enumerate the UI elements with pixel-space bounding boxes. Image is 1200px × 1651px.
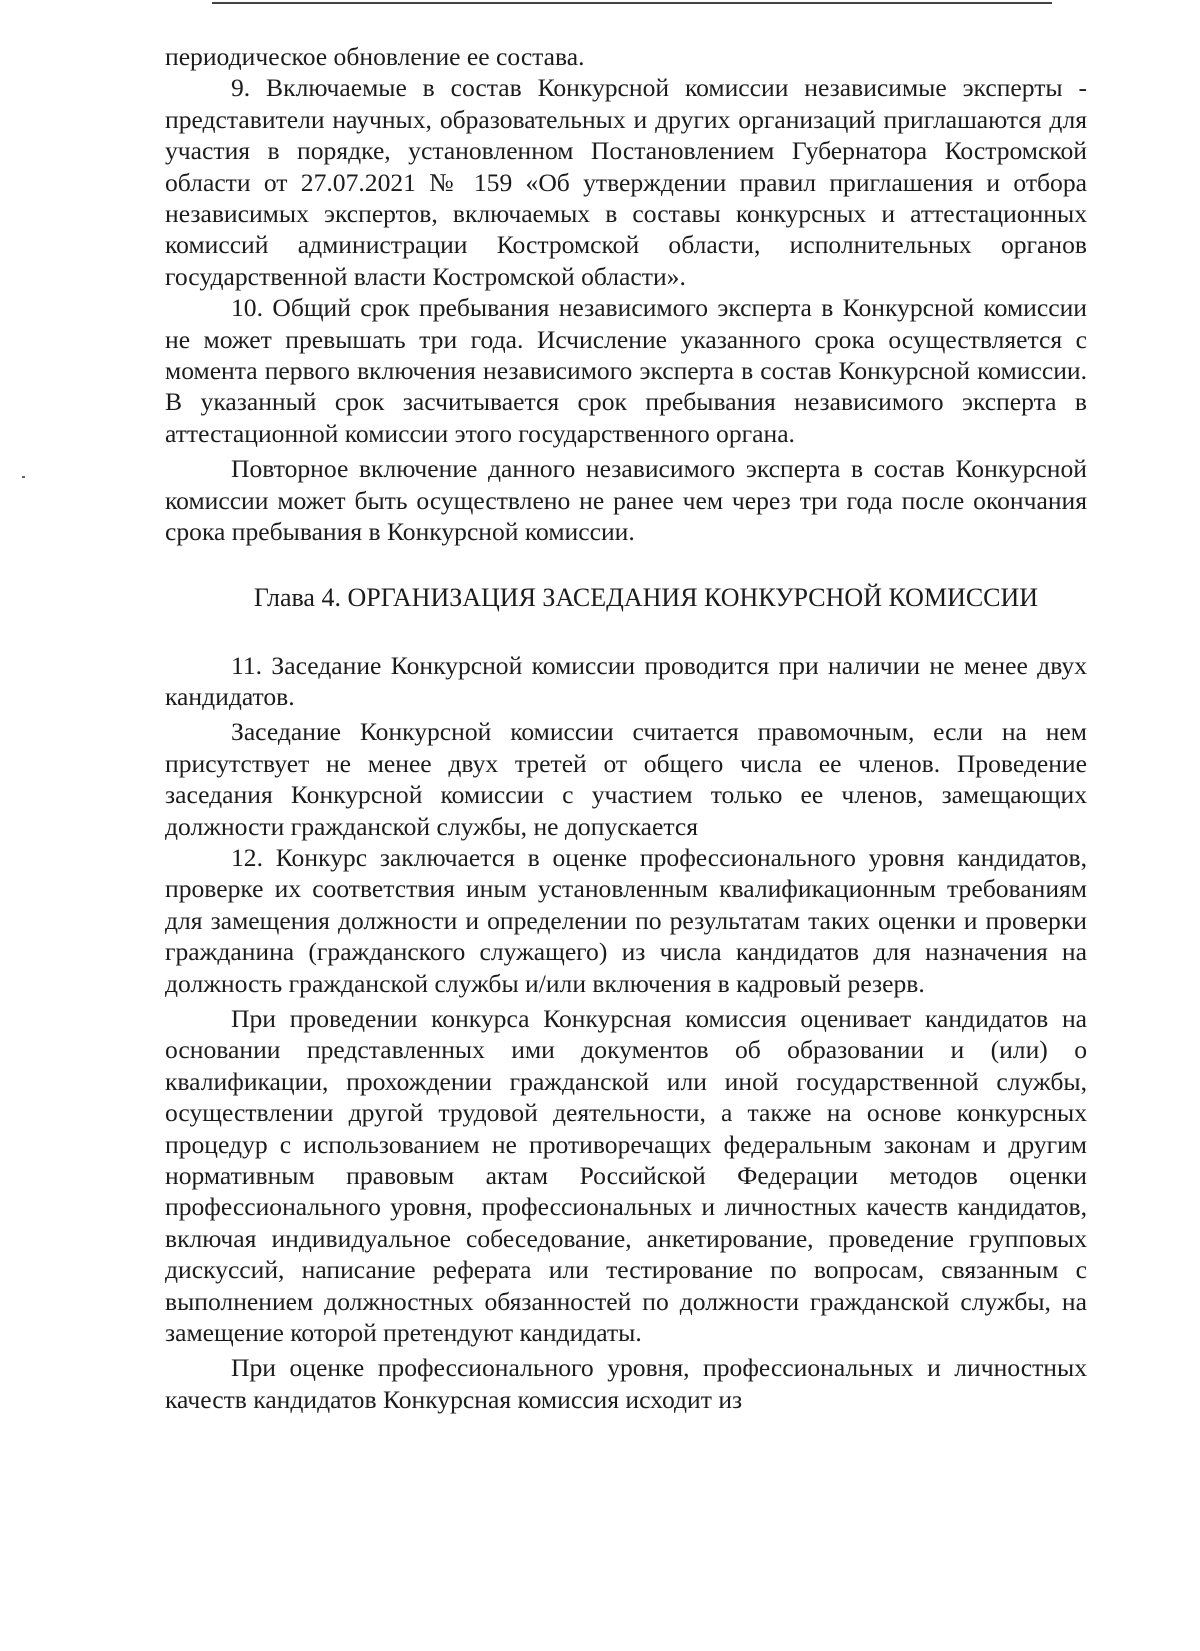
paragraph-quorum: Заседание Конкурсной комиссии считается правомочным, если на нем присутствует не менее двух третей от общего числа ее членов. Проведение заседания Конкурсной комиссии с участием только ее членов, замещающих должности гражданской службы, не допускается	[165, 717, 1087, 841]
top-border-line	[212, 2, 1052, 4]
paragraph-item-9: 9. Включаемые в состав Конкурсной комиссии независимые эксперты - представители научных, образовательных и других организаций приглашаются для участия в порядке, установленном Постановлением Губернатора Костромской области от 27.07.2021 № 159 «Об утверждении правил приглашения и отбора независимых экспертов, включаемых в составы конкурсных и аттестационных комиссий администрации Костромской области, исполнительных органов государственной власти Костромской области».	[165, 73, 1087, 291]
paragraph-item-12: 12. Конкурс заключается в оценке профессионального уровня кандидатов, проверке их соответствия иным установленным квалификационным требованиям для замещения должности и определении по результатам таких оценки и проверки гражданина (гражданского служащего) из числа кандидатов для назначения на должность гражданской службы и/или включения в кадровый резерв.	[165, 842, 1087, 998]
paragraph-item-11: 11. Заседание Конкурсной комиссии проводится при наличии не менее двух кандидатов.	[165, 650, 1087, 711]
paragraph-evaluation-basis: При оценке профессионального уровня, профессиональных и личностных качеств кандидатов Конкурсная комиссия исходит из	[165, 1353, 1087, 1414]
paragraph-evaluation-methods: При проведении конкурса Конкурсная комиссия оценивает кандидатов на основании представленных ими документов об образовании и (или) о квалификации, прохождении гражданской или иной государственной службы, осуществлении другой трудовой деятельности, а также на основе конкурсных процедур с использованием не противоречащих федеральным законам и другим нормативным правовым актам Российской Федерации методов оценки профессионального уровня, профессиональных и личностных качеств кандидатов, включая индивидуальное собеседование, анкетирование, проведение групповых дискуссий, написание реферата или тестирование по вопросам, связанным с выполнением должностных обязанностей по должности гражданской службы, на замещение которой претендуют кандидаты.	[165, 1003, 1087, 1348]
paragraph-item-10: 10. Общий срок пребывания независимого эксперта в Конкурсной комиссии не может превышать три года. Исчисление указанного срока осуществляется с момента первого включения независимого эксперта в состав Конкурсной комиссии. В указанный срок засчитывается срок пребывания независимого эксперта в аттестационной комиссии этого государственного органа.	[165, 293, 1087, 448]
paragraph-repeat-inclusion: Повторное включение данного независимого эксперта в состав Конкурсной комиссии может быть осуществлено не ранее чем через три года после окончания срока пребывания в Конкурсной комиссии.	[165, 454, 1087, 547]
chapter-heading: Глава 4. ОРГАНИЗАЦИЯ ЗАСЕДАНИЯ КОНКУРСНОЙ КОМИССИИ	[253, 582, 1039, 612]
document-page	[165, 41, 1087, 1415]
paragraph-continuation: периодическое обновление ее состава.	[165, 42, 585, 71]
scan-mark	[22, 476, 25, 478]
